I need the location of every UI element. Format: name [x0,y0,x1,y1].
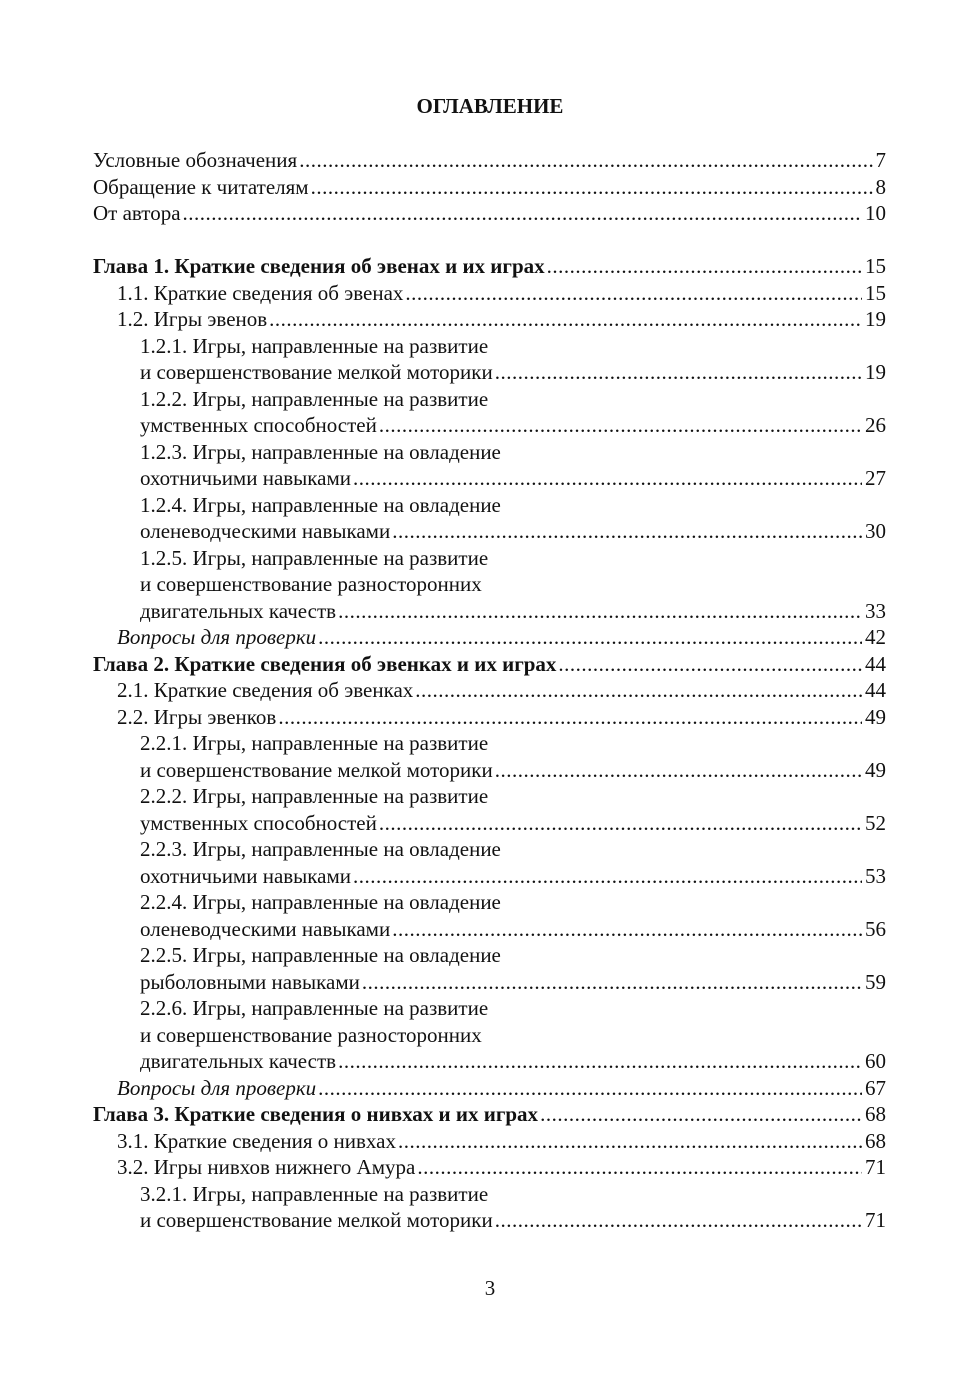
toc-entry-title: Глава 3. Краткие сведения о нивхах и их играх [93,1102,539,1126]
toc-entry-title-line: 1.2.1. Игры, направленные на развитие [140,333,489,358]
toc-entry-page: 44 [865,678,886,702]
toc-entry[interactable] [93,1154,886,1181]
toc-entry-page: 27 [865,466,886,490]
leader-dots [278,704,862,731]
toc-entry-title: Глава 1. Краткие сведения об эвенах и их играх [93,254,545,278]
leader-dots [392,518,862,545]
leader-dots [353,863,862,890]
toc-entry-page: 49 [865,757,886,782]
toc-entry-page: 68 [865,1102,886,1126]
toc-entry-title: Обращение к читателям [93,174,309,199]
toc-entry-title: умственных способностей [140,810,377,835]
toc-entry-page: 26 [865,413,886,437]
toc-entry-title-line: 2.2.4. Игры, направленные на овладение [140,890,501,914]
leader-dots [558,651,862,678]
toc-entry-page: 52 [865,810,886,835]
leader-dots [415,677,862,704]
leader-dots [379,810,862,837]
toc-entry-title: двигательных качеств [140,598,337,623]
toc-entry-title: 3.1. Краткие сведения о нивхах [117,1128,396,1153]
toc-entry-title-line: 1.2.2. Игры, направленные на развитие [140,386,489,411]
toc-entry-title-line: и совершенствование разносторонних [140,572,482,596]
toc-entry-title: Вопросы для проверки [117,1075,317,1100]
toc-entry[interactable] [93,306,886,333]
toc-entry-page: 19 [865,360,886,384]
leader-dots [338,1048,862,1075]
toc-entry-title-line: 1.2.5. Игры, направленные на развитие [140,545,489,570]
leader-dots [183,200,862,227]
toc-entry-page: 30 [865,519,886,543]
toc-entry-title-line: 1.2.3. Игры, направленные на овладение [140,439,501,464]
toc-entry[interactable] [93,757,886,784]
toc-entry[interactable] [93,359,886,386]
toc-entry[interactable] [93,624,886,651]
toc-entry-page: 71 [865,1208,886,1232]
toc-entry-title: 1.1. Краткие сведения об эвенах [117,280,404,305]
toc-entry[interactable] [93,651,886,678]
toc-entry-title: оленеводческими навыками [140,519,391,543]
toc-entry-page: 15 [865,280,886,305]
toc-entry[interactable] [93,280,886,307]
leader-dots [353,465,862,492]
toc-entry-title-line: и совершенствование разносторонних [140,1022,482,1047]
leader-dots [362,969,862,996]
toc-entry-title-line: 2.2.5. Игры, направленные на овладение [140,943,501,967]
toc-entry-page: 44 [865,651,886,676]
toc-entry-page: 7 [875,148,886,172]
leader-dots [269,306,862,333]
toc-entry-title: умственных способностей [140,413,377,437]
leader-dots [495,359,862,386]
toc-entry[interactable] [93,969,886,996]
leader-dots [299,147,872,174]
leader-dots [318,1075,862,1102]
toc-entry[interactable] [93,1101,886,1128]
leader-dots [495,1207,862,1234]
toc-entry[interactable] [93,200,886,227]
toc-entry[interactable] [93,1075,886,1102]
toc-entry-page: 56 [865,916,886,941]
toc-entry-page: 42 [865,625,886,649]
page-number: 3 [484,1276,496,1300]
toc-entry-title: охотничьими навыками [140,466,352,490]
toc-entry-title: Условные обозначения [93,148,298,172]
leader-dots [392,916,862,943]
toc-entry-title: и совершенствование мелкой моторики [140,757,493,782]
toc-entry-page: 8 [875,174,886,199]
toc-entry[interactable] [93,916,886,943]
toc-entry-page: 71 [865,1155,886,1179]
toc-entry-title: Вопросы для проверки [117,625,317,649]
toc-entry-page: 53 [865,863,886,888]
toc-entry[interactable] [93,598,886,625]
leader-dots [338,598,862,625]
toc-entry[interactable] [93,1048,886,1075]
toc-entry-title: 1.2. Игры эвенов [117,307,268,331]
leader-dots [398,1128,862,1155]
toc-entry[interactable] [93,253,886,280]
toc-entry[interactable] [93,412,886,439]
leader-dots [379,412,862,439]
leader-dots [405,280,862,307]
toc-entry-page: 67 [865,1075,886,1100]
toc-entry-title: оленеводческими навыками [140,916,391,941]
toc-entry-title-line: 1.2.4. Игры, направленные на овладение [140,492,501,517]
toc-entry-title-line: 2.2.3. Игры, направленные на овладение [140,837,501,861]
toc-entry[interactable] [93,704,886,731]
toc-entry[interactable] [93,1128,886,1155]
toc-entry-page: 60 [865,1049,886,1073]
toc-entry-page: 33 [865,598,886,623]
toc-entry-title: охотничьими навыками [140,863,352,888]
toc-entry-title: 2.1. Краткие сведения об эвенках [117,678,414,702]
toc-title: ОГЛАВЛЕНИЕ [416,94,564,118]
toc-entry[interactable] [93,465,886,492]
toc-entry-title-line: 2.2.6. Игры, направленные на развитие [140,996,489,1020]
toc-entry[interactable] [93,1207,886,1234]
toc-entry-title: 3.2. Игры нивхов нижнего Амура [117,1155,416,1179]
leader-dots [417,1154,862,1181]
toc-entry-title: рыболовными навыками [140,969,360,994]
toc-entry-title: и совершенствование мелкой моторики [140,1208,493,1232]
toc-entry-title: двигательных качеств [140,1049,337,1073]
toc-entry-page: 19 [865,307,886,331]
toc-entry[interactable] [93,810,886,837]
toc-entry-page: 15 [865,254,886,278]
toc-entry[interactable] [93,174,886,201]
toc-entry[interactable] [93,147,886,174]
toc-entry-page: 10 [865,201,886,225]
leader-dots [495,757,862,784]
toc-entry-page: 49 [865,704,886,729]
leader-dots [318,624,862,651]
toc-entry[interactable] [93,677,886,704]
toc-entry-title: 2.2. Игры эвенков [117,704,277,729]
leader-dots [547,253,862,280]
toc-entry-title: и совершенствование мелкой моторики [140,360,493,384]
toc-entry-title-line: 2.2.1. Игры, направленные на развитие [140,731,489,755]
toc-entry-title-line: 2.2.2. Игры, направленные на развитие [140,784,489,808]
leader-dots [311,174,873,201]
toc-entry-title-line: 3.2.1. Игры, направленные на развитие [140,1181,489,1206]
toc-entry-page: 68 [865,1128,886,1153]
toc-entry[interactable] [93,863,886,890]
toc-entry-title: От автора [93,201,181,225]
spacer [93,227,886,254]
toc-entry[interactable] [93,518,886,545]
leader-dots [540,1101,862,1128]
toc-entry-page: 59 [865,969,886,994]
toc-entry-title: Глава 2. Краткие сведения об эвенках и их играх [93,651,557,676]
table-of-contents [93,147,886,1234]
